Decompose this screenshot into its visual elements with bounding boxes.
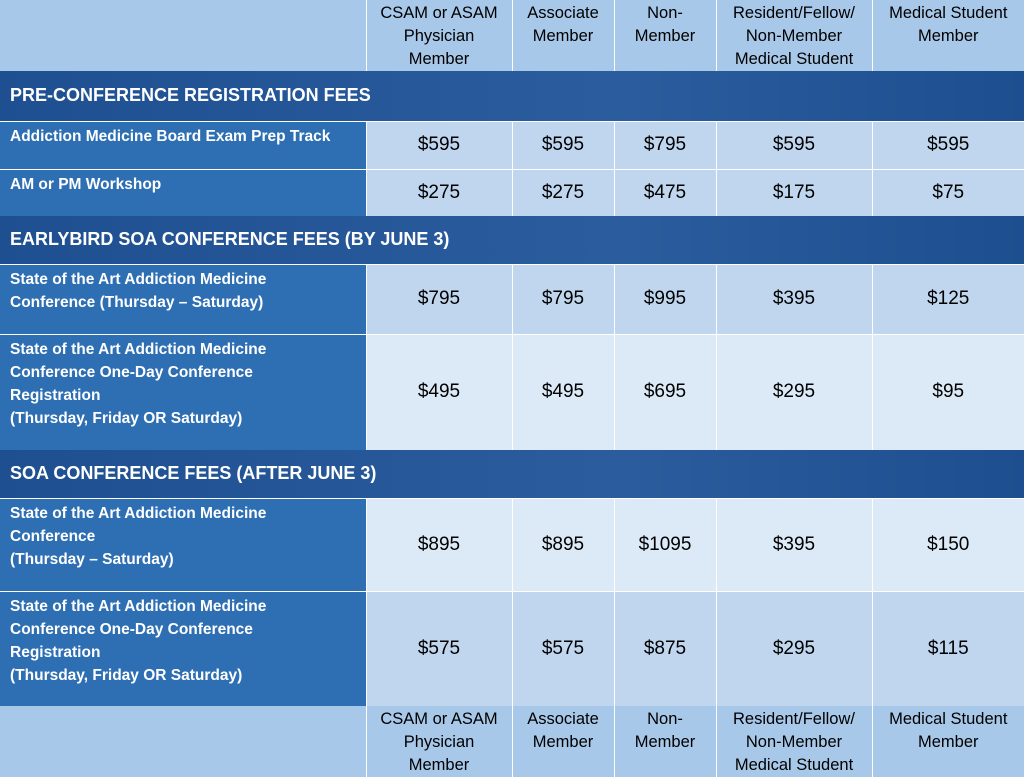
header-col-associate: Associate Member: [512, 706, 614, 777]
fee-cell: $995: [614, 264, 716, 334]
section-title: EARLYBIRD SOA CONFERENCE FEES (BY JUNE 3): [0, 216, 1024, 264]
section-title: PRE-CONFERENCE REGISTRATION FEES: [0, 71, 1024, 121]
section-title: SOA CONFERENCE FEES (AFTER JUNE 3): [0, 450, 1024, 498]
fee-cell: $575: [512, 591, 614, 706]
table-row: [0, 591, 1024, 706]
fee-cell: $795: [614, 121, 716, 169]
fee-cell: $595: [716, 121, 872, 169]
header-col-associate: Associate Member: [512, 0, 614, 71]
fee-cell: $875: [614, 591, 716, 706]
fee-cell: $95: [872, 334, 1024, 450]
row-label: AM or PM Workshop: [0, 169, 366, 216]
fee-cell: $395: [716, 498, 872, 591]
fee-cell: $595: [872, 121, 1024, 169]
row-label: State of the Art Addiction Medicine Conference (Thursday – Saturday): [0, 498, 366, 591]
fee-cell: $495: [512, 334, 614, 450]
fee-cell: $125: [872, 264, 1024, 334]
row-label: Addiction Medicine Board Exam Prep Track: [0, 121, 366, 169]
fee-cell: $275: [366, 169, 512, 216]
table-row: [0, 169, 1024, 216]
fee-cell: $895: [512, 498, 614, 591]
row-label: State of the Art Addiction Medicine Conference One-Day Conference Registration (Thursday, Friday OR Saturday): [0, 334, 366, 450]
header-row-bottom: [0, 706, 1024, 777]
table-row: [0, 498, 1024, 591]
header-row-top: [0, 0, 1024, 71]
fee-cell: $275: [512, 169, 614, 216]
header-col-medical-student: Medical Student Member: [872, 0, 1024, 71]
fee-cell: $495: [366, 334, 512, 450]
header-col-medical-student: Medical Student Member: [872, 706, 1024, 777]
header-corner: [0, 706, 366, 777]
header-corner: [0, 0, 366, 71]
fee-cell: $795: [512, 264, 614, 334]
fee-cell: $295: [716, 334, 872, 450]
header-col-non-member: Non- Member: [614, 706, 716, 777]
header-col-resident: Resident/Fellow/ Non-Member Medical Student: [716, 0, 872, 71]
fee-cell: $395: [716, 264, 872, 334]
fee-cell: $175: [716, 169, 872, 216]
fee-cell: $150: [872, 498, 1024, 591]
fee-cell: $795: [366, 264, 512, 334]
fee-cell: $575: [366, 591, 512, 706]
fee-cell: $475: [614, 169, 716, 216]
fee-cell: $595: [366, 121, 512, 169]
fee-cell: $115: [872, 591, 1024, 706]
fee-cell: $295: [716, 591, 872, 706]
row-label: State of the Art Addiction Medicine Conference One-Day Conference Registration (Thursday, Friday OR Saturday): [0, 591, 366, 706]
fee-cell: $595: [512, 121, 614, 169]
section-after-june: [0, 450, 1024, 498]
table-row: [0, 264, 1024, 334]
row-label: State of the Art Addiction Medicine Conference (Thursday – Saturday): [0, 264, 366, 334]
table-row: [0, 334, 1024, 450]
section-pre-conference: [0, 71, 1024, 121]
section-earlybird: [0, 216, 1024, 264]
header-col-resident: Resident/Fellow/ Non-Member Medical Student: [716, 706, 872, 777]
fee-cell: $75: [872, 169, 1024, 216]
table-row: [0, 121, 1024, 169]
header-col-csam-asam: CSAM or ASAM Physician Member: [366, 0, 512, 71]
header-col-csam-asam: CSAM or ASAM Physician Member: [366, 706, 512, 777]
fee-cell: $1095: [614, 498, 716, 591]
fee-cell: $895: [366, 498, 512, 591]
fee-cell: $695: [614, 334, 716, 450]
header-col-non-member: Non- Member: [614, 0, 716, 71]
